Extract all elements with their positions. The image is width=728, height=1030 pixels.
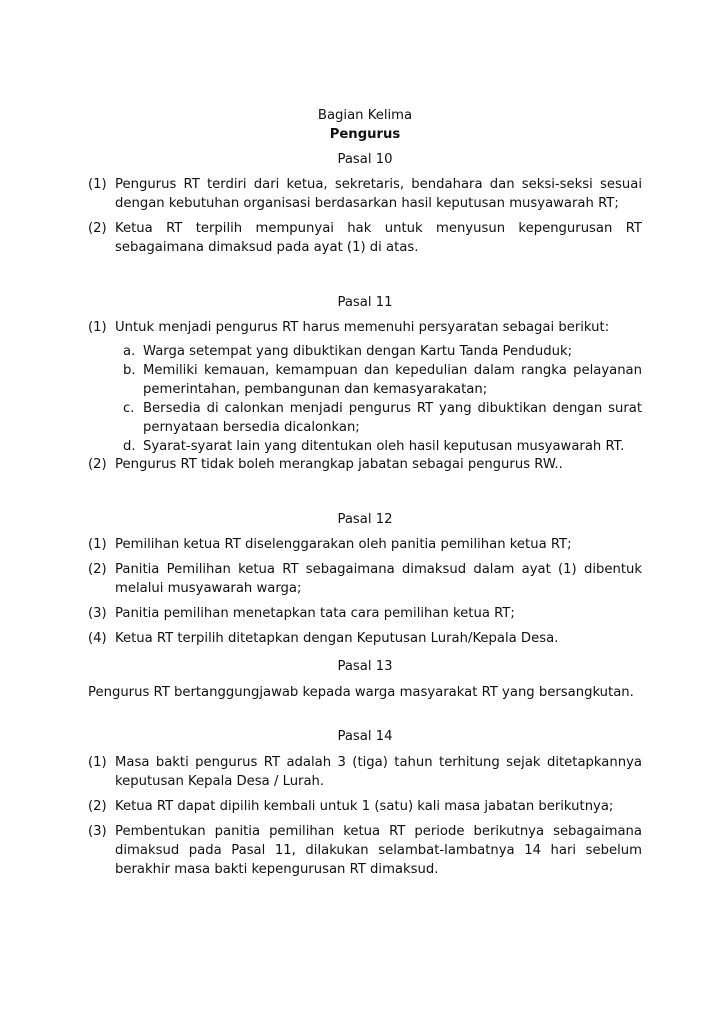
pasal-13-text: Pengurus RT bertanggungjawab kepada warga masyarakat RT yang bersangkutan.: [88, 685, 634, 700]
pasal-11-item-1: [88, 318, 642, 337]
item-number: (2): [88, 457, 107, 472]
item-number: (4): [88, 631, 107, 646]
list-item: [88, 753, 642, 791]
item-text: Pembentukan panitia pemilihan ketua RT periode berikutnya sebagaimana dimaksud pada Pasal 11, dilakukan selambat-lambatnya 14 hari sebelum berakhir masa bakti kepengurusan RT dimaksud.: [115, 824, 642, 877]
chapter-title: Pengurus: [329, 127, 401, 142]
sub-item-text: Bersedia di calonkan menjadi pengurus RT yang dibuktikan dengan surat pernyataan bersedia dicalonkan;: [143, 401, 642, 435]
pasal-13-label: Pasal 13: [337, 659, 393, 674]
chapter-heading: Bagian Kelima: [317, 108, 413, 123]
sub-item: [123, 342, 642, 361]
item-text: Ketua RT terpilih ditetapkan dengan Keputusan Lurah/Kepala Desa.: [115, 631, 559, 646]
item-number: (3): [88, 606, 107, 621]
item-number: (1): [88, 755, 107, 770]
pasal-12-list: [88, 535, 642, 648]
pasal-11-sublist: [123, 342, 642, 456]
sub-item: [123, 437, 642, 456]
item-text: Ketua RT dapat dipilih kembali untuk 1 (satu) kali masa jabatan berikutnya;: [115, 799, 614, 814]
item-number: (1): [88, 537, 107, 552]
item-text: Ketua RT terpilih mempunyai hak untuk menyusun kepengurusan RT sebagaimana dimaksud pada ayat (1) di atas.: [115, 221, 642, 255]
list-item: [88, 797, 642, 816]
list-item: [88, 822, 642, 879]
list-item: [88, 175, 642, 213]
sub-item-letter: d.: [123, 439, 136, 454]
item-number: (1): [88, 177, 107, 192]
sub-item-letter: a.: [123, 344, 136, 359]
list-item: [88, 219, 642, 257]
sub-item-letter: b.: [123, 363, 136, 378]
item-number: (3): [88, 824, 107, 839]
item-text: Panitia pemilihan menetapkan tata cara pemilihan ketua RT;: [115, 606, 515, 621]
sub-item-text: Syarat-syarat lain yang ditentukan oleh hasil keputusan musyawarah RT.: [143, 439, 625, 454]
pasal-11-label: Pasal 11: [337, 295, 393, 310]
item-number: (1): [88, 320, 107, 335]
item-number: (2): [88, 799, 107, 814]
item-text: Untuk menjadi pengurus RT harus memenuhi persyaratan sebagai berikut:: [115, 320, 610, 335]
item-text: Masa bakti pengurus RT adalah 3 (tiga) tahun terhitung sejak ditetapkannya keputusan Kepala Desa / Lurah.: [115, 755, 642, 789]
sub-item: [123, 399, 642, 437]
list-item: [88, 455, 642, 474]
pasal-11-item-2: [88, 455, 642, 474]
sub-item-text: Warga setempat yang dibuktikan dengan Kartu Tanda Penduduk;: [143, 344, 573, 359]
pasal-10-list: [88, 175, 642, 257]
pasal-14-list: [88, 753, 642, 879]
sub-item: [123, 361, 642, 399]
pasal-12-label: Pasal 12: [337, 512, 393, 527]
pasal-14-label: Pasal 14: [337, 729, 393, 744]
list-item: [88, 560, 642, 598]
item-number: (2): [88, 562, 107, 577]
item-number: (2): [88, 221, 107, 236]
sub-item-text: Memiliki kemauan, kemampuan dan kepedulian dalam rangka pelayanan pemerintahan, pembangunan dan kemasyarakatan;: [143, 363, 642, 397]
item-text: Pengurus RT tidak boleh merangkap jabatan sebagai pengurus RW..: [115, 457, 563, 472]
list-item: [88, 535, 642, 554]
item-text: Pengurus RT terdiri dari ketua, sekretaris, bendahara dan seksi-seksi sesuai dengan kebutuhan organisasi berdasarkan hasil keputusan musyawarah RT;: [115, 177, 642, 211]
list-item: [88, 318, 642, 337]
item-text: Panitia Pemilihan ketua RT sebagaimana dimaksud dalam ayat (1) dibentuk melalui musyawarah warga;: [115, 562, 642, 596]
item-text: Pemilihan ketua RT diselenggarakan oleh panitia pemilihan ketua RT;: [115, 537, 572, 552]
list-item: [88, 629, 642, 648]
pasal-10-label: Pasal 10: [337, 152, 393, 167]
sub-item-letter: c.: [123, 401, 135, 416]
list-item: [88, 604, 642, 623]
